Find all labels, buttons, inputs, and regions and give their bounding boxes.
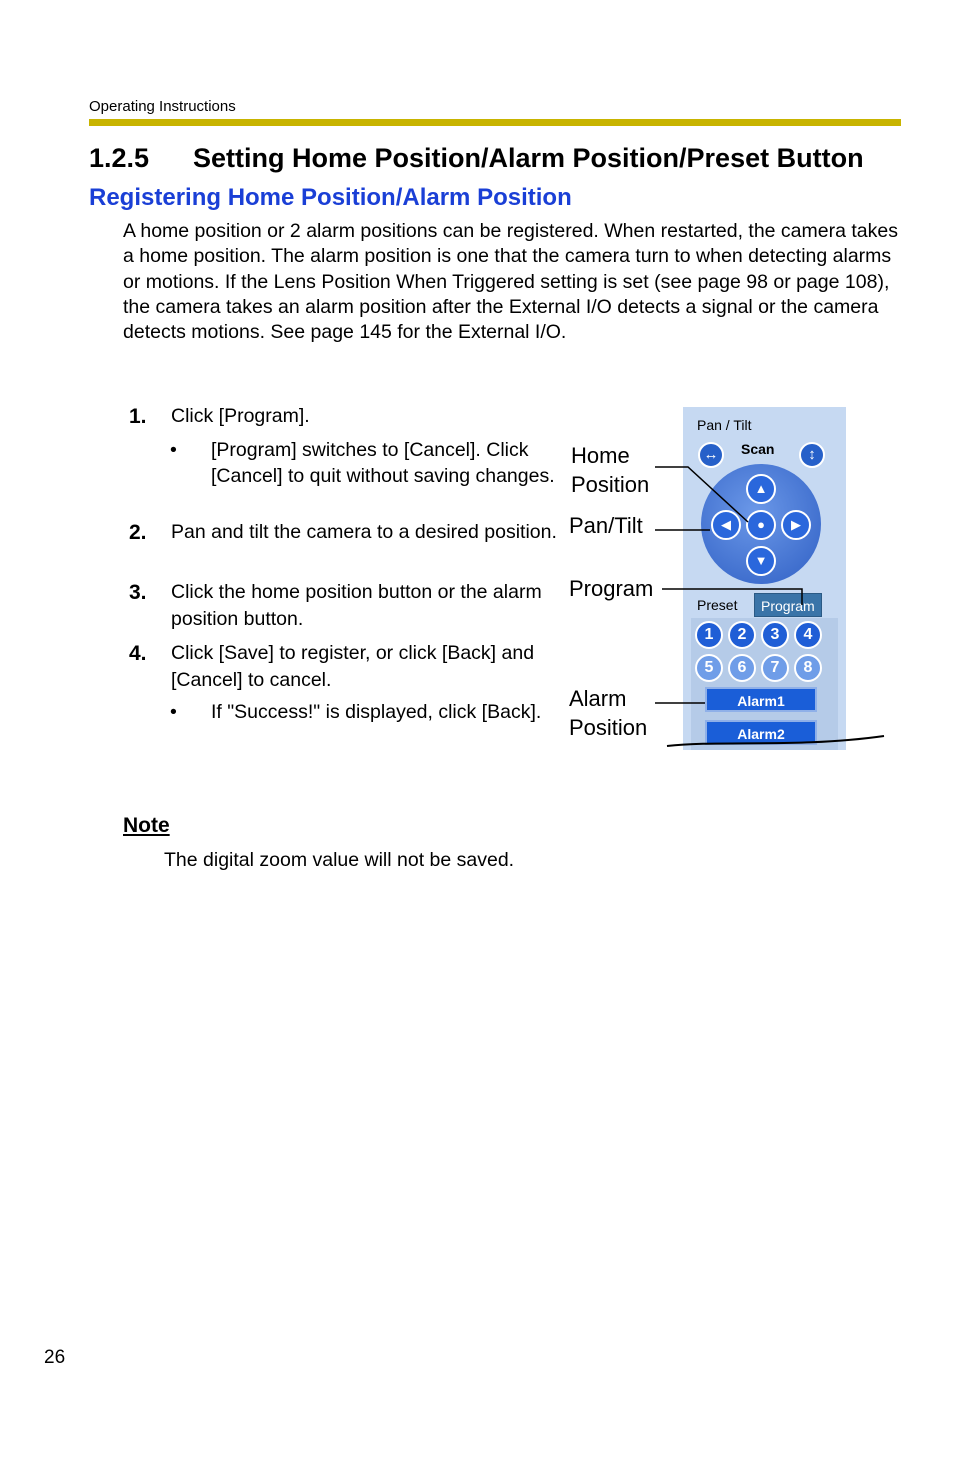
page-number: 26 [44,1347,66,1368]
preset-button-1[interactable]: 1 [695,621,723,649]
step-text: Click [Program]. [171,405,310,427]
preset-button-3[interactable]: 3 [761,621,789,649]
pan-scan-icon[interactable]: ↔ [698,442,724,468]
scan-label: Scan [741,441,775,457]
preset-button-2[interactable]: 2 [728,621,756,649]
tab-program[interactable]: Program [754,593,822,617]
section-title-text: Setting Home Position/Alarm Position/Preset Button [193,143,864,173]
step-number: 2. [129,521,147,544]
bullet-dot: • [170,439,177,461]
bullet-text: If "Success!" is displayed, click [Back]. [211,701,542,723]
pan-right-icon[interactable]: ▶ [781,510,811,540]
program-leader-line [662,589,802,605]
callout-program: Program [569,576,654,601]
pan-tilt-title: Pan / Tilt [697,417,752,433]
intro-paragraph: A home position or 2 alarm positions can be registered. When restarted, the camera takes a home position. The alarm position is one that the camera turn to when detecting alarms or motions. If the Lens Position When Triggered setting is set (see page 98 or page 108), the camera takes an alarm position after the External I/O detects a signal or the camera detects motions. See page 145 for the External I/O. [123,220,898,344]
step-number: 4. [129,642,147,665]
note-heading: Note [123,814,170,837]
section-number: 1.2.5 [89,143,150,173]
step-text: Click [Save] to register, or click [Back] and [Cancel] to cancel. [171,642,535,691]
preset-button-7[interactable]: 7 [761,654,789,682]
step-number: 1. [129,405,147,428]
tab-preset[interactable]: Preset [697,597,738,613]
home-leader-line [655,467,748,522]
subsection-title: Registering Home Position/Alarm Position [89,184,572,211]
tilt-down-icon[interactable]: ▼ [746,546,776,576]
alarm2-button[interactable]: Alarm2 [705,720,817,745]
step-text: Pan and tilt the camera to a desired position. [171,521,557,543]
home-position-icon[interactable]: ● [746,510,776,540]
callout-alarm-position: Alarm Position [569,686,648,740]
preset-button-5[interactable]: 5 [695,654,723,682]
step-number: 3. [129,581,147,604]
alarm1-button[interactable]: Alarm1 [705,687,817,712]
tilt-scan-icon[interactable]: ↕ [799,442,825,468]
step-text: Click the home position button or the alarm position button. [171,581,542,630]
tilt-up-icon[interactable]: ▲ [746,474,776,504]
preset-button-6[interactable]: 6 [728,654,756,682]
callout-pan-tilt: Pan/Tilt [569,513,643,538]
callout-home-position: Home Position [571,443,650,497]
bullet-text: [Program] switches to [Cancel]. Click [Cancel] to quit without saving changes. [211,439,555,487]
preset-button-4[interactable]: 4 [794,621,822,649]
preset-button-8[interactable]: 8 [794,654,822,682]
panel-cut-line [667,736,884,746]
bullet-dot: • [170,701,177,723]
pan-left-icon[interactable]: ◀ [711,510,741,540]
note-text: The digital zoom value will not be saved. [164,849,515,871]
running-header: Operating Instructions [89,98,236,115]
